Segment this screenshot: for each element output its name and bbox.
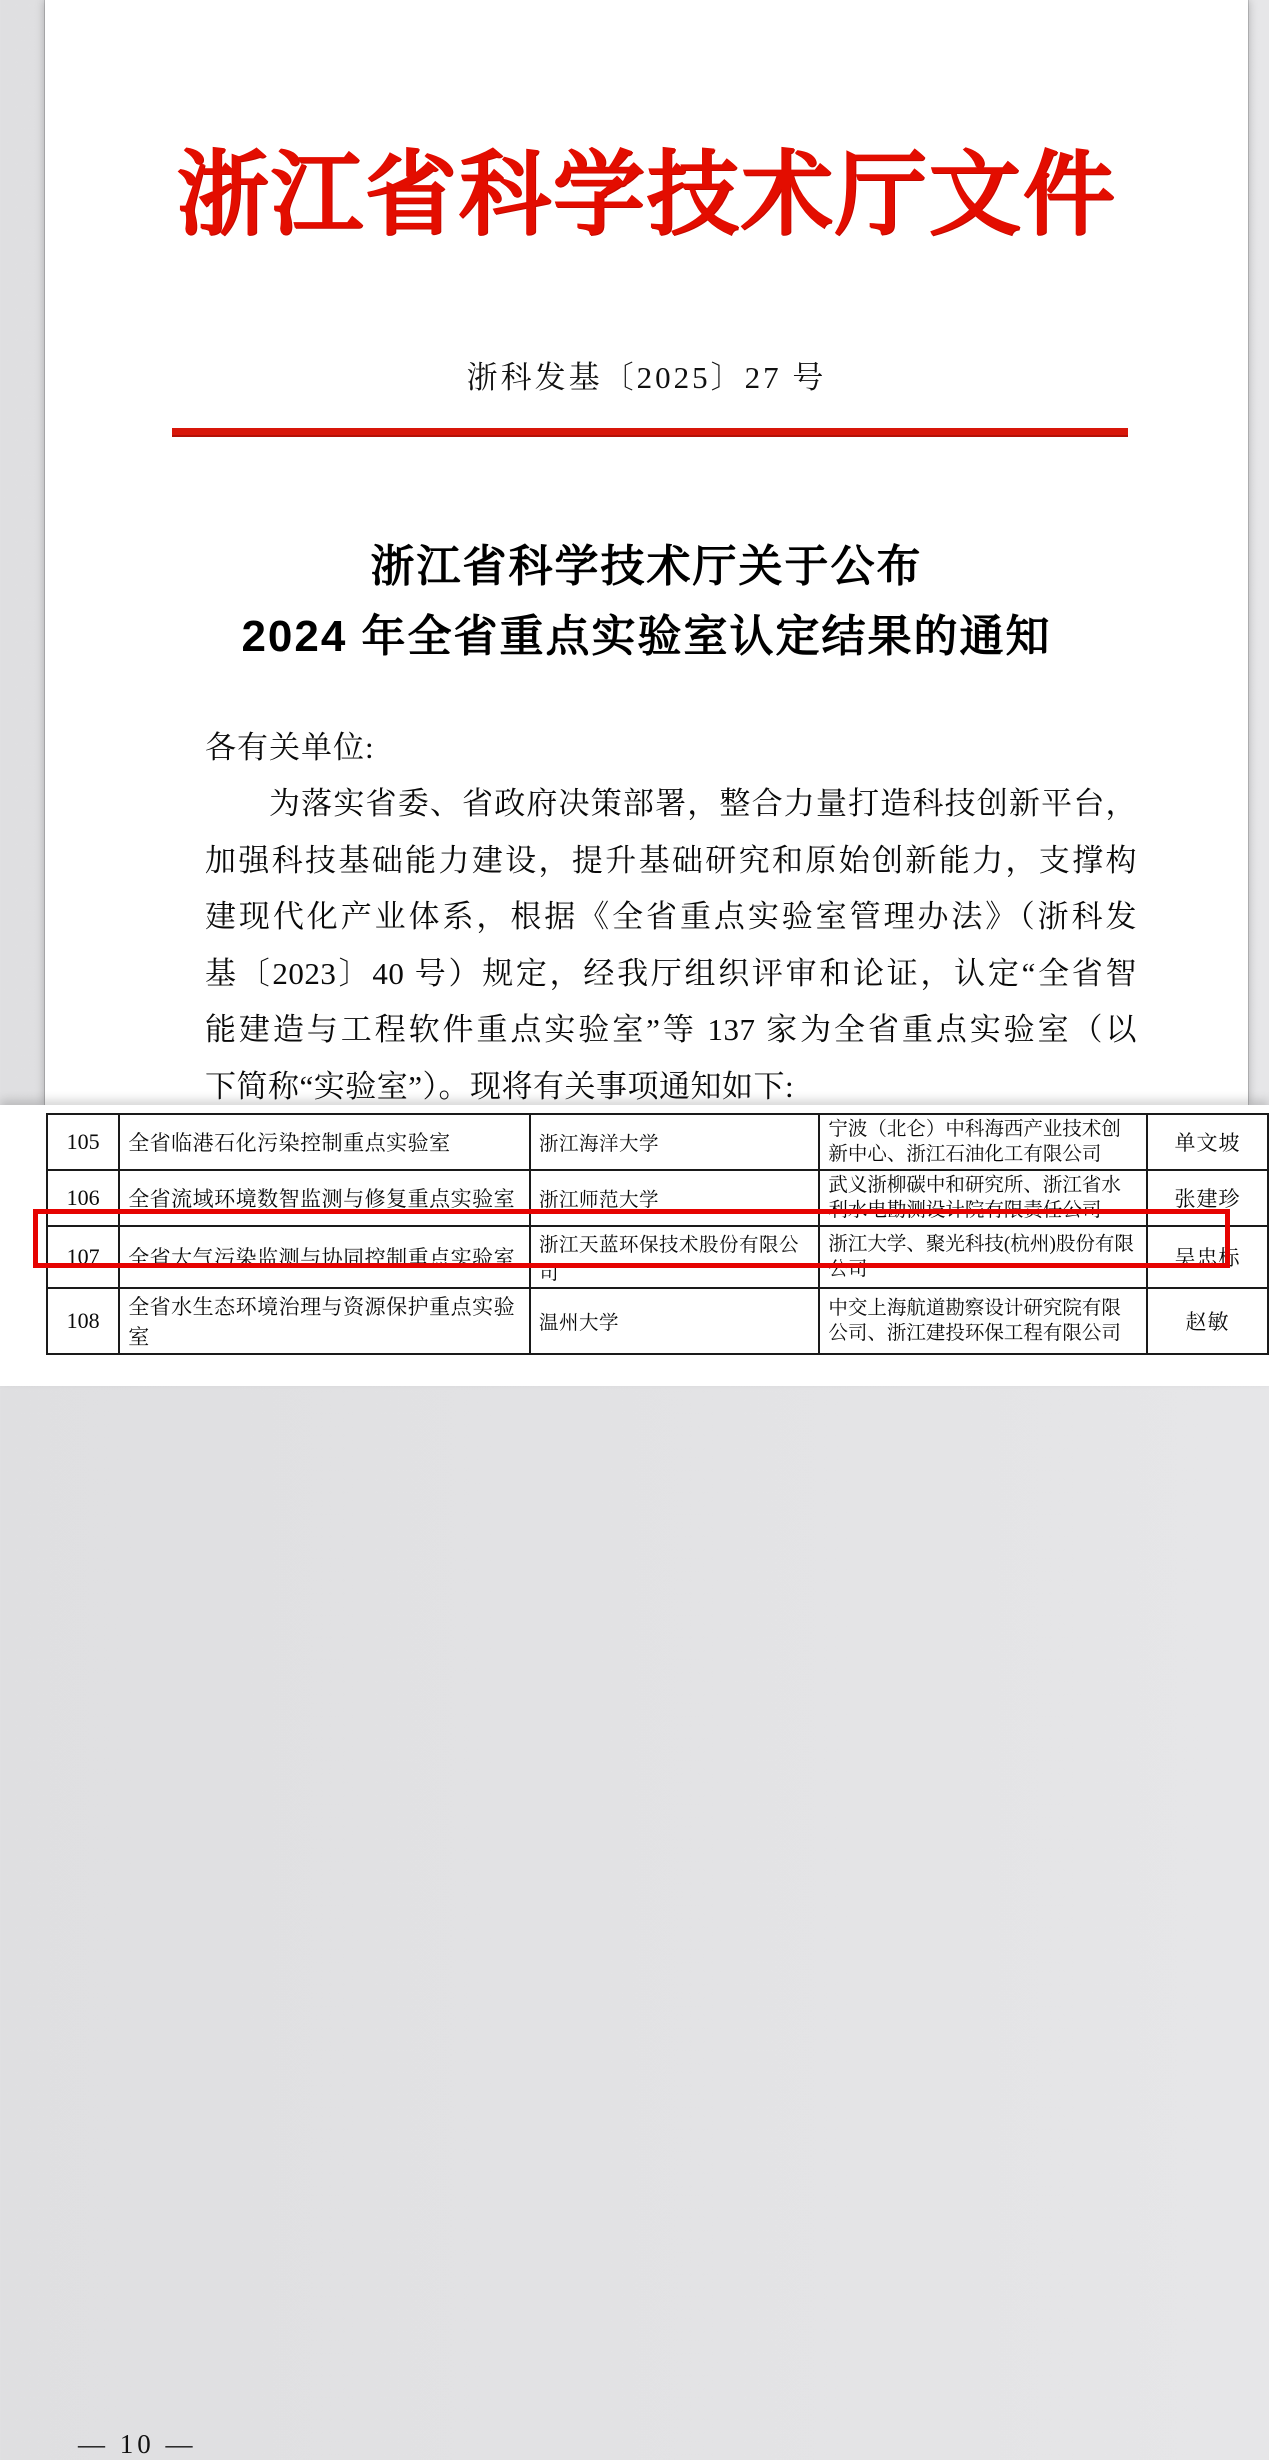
letterhead-title: 浙江省科学技术厅文件 — [176, 144, 1117, 246]
salutation: 各有关单位: — [205, 730, 375, 765]
row-number-cell: 108 — [47, 1288, 119, 1354]
row-number-cell: 107 — [47, 1226, 119, 1288]
director-cell: 吴忠标 — [1147, 1226, 1268, 1288]
director-cell: 单文坡 — [1147, 1114, 1268, 1170]
lab-name-cell: 全省流域环境数智监测与修复重点实验室 — [119, 1170, 530, 1226]
table-row-highlighted — [47, 1226, 1268, 1288]
body-line: 为落实省委、省政府决策部署，整合力量打造科技创新平台， — [269, 786, 1137, 821]
body-line: 下简称“实验室”）。现将有关事项通知如下: — [205, 1068, 795, 1104]
table-row — [47, 1288, 1268, 1354]
row-number-cell: 106 — [47, 1170, 119, 1226]
lab-name-cell: 全省大气污染监测与协同控制重点实验室 — [119, 1226, 530, 1288]
body-paragraph — [205, 779, 1137, 1118]
institution-cell: 浙江师范大学 — [530, 1170, 819, 1226]
table-row — [47, 1170, 1268, 1226]
director-cell: 赵敏 — [1147, 1288, 1268, 1354]
body-line: 基〔2023〕40 号）规定，经我厅组织评审和论证，认定“全省智 — [205, 955, 1137, 991]
institution-cell: 浙江海洋大学 — [530, 1114, 819, 1170]
partners-cell: 中交上海航道勘察设计研究院有限公司、浙江建投环保工程有限公司 — [819, 1288, 1147, 1354]
row-number-cell: 105 — [47, 1114, 119, 1170]
partners-cell: 浙江大学、聚光科技(杭州)股份有限公司 — [819, 1226, 1147, 1288]
institution-cell: 浙江天蓝环保技术股份有限公司 — [530, 1226, 819, 1288]
page-number: — 10 — — [78, 2429, 197, 2459]
red-divider-rule — [172, 428, 1128, 437]
table-row — [47, 1114, 1268, 1170]
lab-name-cell: 全省临港石化污染控制重点实验室 — [119, 1114, 530, 1170]
document-number: 浙科发基〔2025〕27 号 — [466, 360, 827, 395]
notice-title-line1: 浙江省科学技术厅关于公布 — [370, 542, 923, 591]
body-line: 建现代化产业体系，根据《全省重点实验室管理办法》（浙科发 — [205, 899, 1137, 934]
body-line: 加强科技基础能力建设，提升基础研究和原始创新能力，支撑构 — [205, 842, 1137, 878]
partners-cell: 宁波（北仑）中科海西产业技术创新中心、浙江石油化工有限公司 — [819, 1114, 1147, 1170]
lab-name-cell: 全省水生态环境治理与资源保护重点实验室 — [119, 1288, 530, 1354]
partners-cell: 武义浙柳碳中和研究所、浙江省水利水电勘测设计院有限责任公司 — [819, 1170, 1147, 1226]
institution-cell: 温州大学 — [530, 1288, 819, 1354]
key-lab-results-table — [46, 1113, 1269, 1355]
body-line: 能建造与工程软件重点实验室”等 137 家为全省重点实验室（以 — [205, 1012, 1137, 1047]
director-cell: 张建珍 — [1147, 1170, 1268, 1226]
document-page — [45, 0, 1248, 1105]
notice-title-line2: 2024 年全省重点实验室认定结果的通知 — [241, 612, 1052, 661]
results-table-section — [0, 1105, 1269, 2459]
